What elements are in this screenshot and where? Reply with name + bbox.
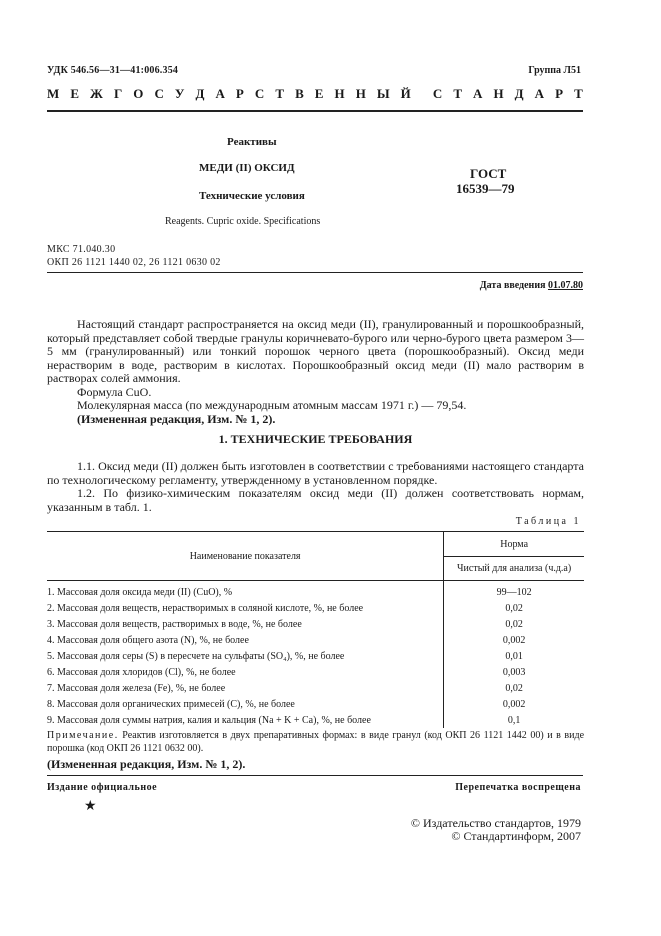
- footer-rule: [47, 775, 583, 776]
- group-code: Группа Л51: [528, 65, 581, 76]
- table-row: [47, 696, 584, 712]
- heading-letter: Н: [355, 86, 366, 101]
- udk-code: УДК 546.56—31—41:006.354: [47, 65, 179, 76]
- heading-letter: Ы: [376, 86, 390, 101]
- row-indicator-name: 2. Массовая доля веществ, нерастворимых в соляной кислоте, %, не более: [47, 600, 444, 616]
- clause-1-1: 1.1. Оксид меди (II) должен быть изготовлен в соответствии с требованиями настоящего стандарта по технологическому регламенту, утвержденному в установленном порядке.: [47, 459, 584, 487]
- heading-letter: О: [133, 86, 144, 101]
- heading-letter: В: [295, 86, 304, 101]
- row-norm-value: 0,02: [505, 618, 523, 630]
- row-norm-value: 99—102: [496, 586, 532, 598]
- amendment-note-1: (Измененная редакция, Изм. № 1, 2).: [77, 411, 276, 426]
- heading-letter: С: [254, 86, 265, 101]
- classification-codes: [47, 243, 221, 269]
- molecular-mass-line: Молекулярная масса (по международным атомным массам 1971 г.) — 79,54.: [77, 398, 467, 412]
- mks-code: МКС 71.040.30: [47, 244, 116, 255]
- row-norm-value: 0,003: [502, 666, 526, 678]
- table-row: [47, 600, 584, 616]
- intro-date-label: Дата введения: [479, 280, 546, 291]
- heading-letter: А: [215, 86, 225, 101]
- row-norm-value: 0,002: [502, 698, 526, 710]
- table-row: [47, 664, 584, 680]
- row-norm-value: 0,02: [505, 602, 523, 614]
- standard-type-heading: [47, 86, 583, 102]
- intro-paragraphs: [47, 318, 584, 426]
- heading-letter: Д: [195, 86, 205, 101]
- copyright-2007: © Стандартинформ, 2007: [451, 829, 581, 843]
- table-note: [47, 729, 584, 755]
- section-title: 1. ТЕХНИЧЕСКИЕ ТРЕБОВАНИЯ: [218, 432, 413, 446]
- amendment-note-2: (Измененная редакция, Изм. № 1, 2).: [47, 757, 246, 771]
- row-indicator-name: 9. Массовая доля суммы натрия, калия и кальция (Na + K + Ca), %, не более: [47, 712, 444, 728]
- title-english: Reagents. Cupric oxide. Specifications: [165, 216, 321, 227]
- row-indicator-name: 7. Массовая доля железа (Fe), %, не более: [47, 680, 444, 696]
- heading-letter: М: [47, 86, 60, 101]
- col-header-grade: Чистый для анализа (ч.д.а): [444, 557, 584, 581]
- row-indicator-name: 5. Массовая доля серы (S) в пересчете на сульфаты (SO₄), %, не более: [47, 648, 444, 664]
- heading-letter: Е: [70, 86, 79, 101]
- title-product-name: МЕДИ (II) ОКСИД: [199, 162, 295, 174]
- col-header-name: Наименование показателя: [47, 532, 444, 581]
- heading-letter: А: [473, 86, 483, 101]
- heading-letter: Н: [334, 86, 345, 101]
- title-spec: Технические условия: [199, 190, 305, 202]
- star-icon: ★: [84, 799, 97, 814]
- row-norm-value: 0,1: [507, 714, 521, 726]
- row-norm-value: 0,01: [505, 650, 523, 662]
- table-row: [47, 632, 584, 648]
- heading-letter: У: [174, 86, 185, 101]
- table-row: [47, 581, 584, 601]
- header-rule: [47, 110, 583, 112]
- note-label: Примечание.: [47, 730, 119, 741]
- col-header-norm: Норма: [444, 532, 584, 557]
- table-caption: Таблица 1: [515, 516, 581, 527]
- heading-letter: Т: [574, 86, 583, 101]
- heading-letter: С: [432, 86, 443, 101]
- scope-paragraph: Настоящий стандарт распространяется на оксид меди (II), гранулированный и порошкообразный, который представляет собой твердые гранулы коричневато-бурого или черно-бурого цвета размером 3—5 мм (гранулированный) или тонкий порошок черного цвета (порошкообразный). Оксид меди нерастворим в воде, растворим в кислотах. Порошкообразный оксид меди (II) мало растворим в растворах солей аммония.: [47, 317, 584, 385]
- row-indicator-name: 1. Массовая доля оксида меди (II) (CuO), %: [47, 581, 444, 601]
- heading-letter: Й: [400, 86, 411, 101]
- section-paragraphs: [47, 460, 584, 514]
- heading-letter: Т: [275, 86, 285, 101]
- table-row: [47, 648, 584, 664]
- reprint-prohibited: Перепечатка воспрещена: [455, 782, 581, 793]
- heading-letter: Р: [235, 86, 244, 101]
- title-reagents: Реактивы: [227, 136, 277, 148]
- row-norm-value: 0,02: [505, 682, 523, 694]
- row-indicator-name: 3. Массовая доля веществ, растворимых в воде, %, не более: [47, 616, 444, 632]
- heading-letter: С: [154, 86, 164, 101]
- heading-letter: А: [534, 86, 545, 101]
- codes-rule: [47, 272, 583, 273]
- heading-letter: Е: [314, 86, 324, 101]
- okp-code: ОКП 26 1121 1440 02, 26 1121 0630 02: [47, 257, 221, 268]
- table-row: [47, 616, 584, 632]
- row-indicator-name: 6. Массовая доля хлоридов (Cl), %, не более: [47, 664, 444, 680]
- official-edition: Издание официальное: [47, 782, 158, 793]
- heading-letter: Р: [555, 86, 564, 101]
- heading-letter: Д: [514, 86, 524, 101]
- note-text: Реактив изготовляется в двух препаративных формах: в виде гранул (код ОКП 26 1121 1442 00) и в виде порошка (код ОКП 26 1121 0632 00).: [47, 730, 585, 754]
- gost-number: 16539—79: [456, 181, 515, 196]
- intro-date-value: 01.07.80: [548, 280, 583, 291]
- row-indicator-name: 4. Массовая доля общего азота (N), %, не более: [47, 632, 444, 648]
- heading-letter: Н: [493, 86, 504, 101]
- requirements-table: [47, 531, 584, 728]
- copyright-1979: © Издательство стандартов, 1979: [410, 816, 581, 830]
- heading-letter: Т: [453, 86, 462, 101]
- heading-letter: Ж: [90, 86, 103, 101]
- introduction-date: [480, 280, 583, 291]
- table-row: [47, 712, 584, 728]
- formula-line: Формула CuO.: [77, 384, 152, 399]
- table-row: [47, 680, 584, 696]
- heading-letter: Г: [113, 86, 123, 101]
- row-indicator-name: 8. Массовая доля органических примесей (C), %, не более: [47, 696, 444, 712]
- gost-label: ГОСТ: [470, 166, 507, 181]
- row-norm-value: 0,002: [502, 634, 526, 646]
- clause-1-2: 1.2. По физико-химическим показателям оксид меди (II) должен соответствовать нормам, указанным в табл. 1.: [47, 486, 584, 514]
